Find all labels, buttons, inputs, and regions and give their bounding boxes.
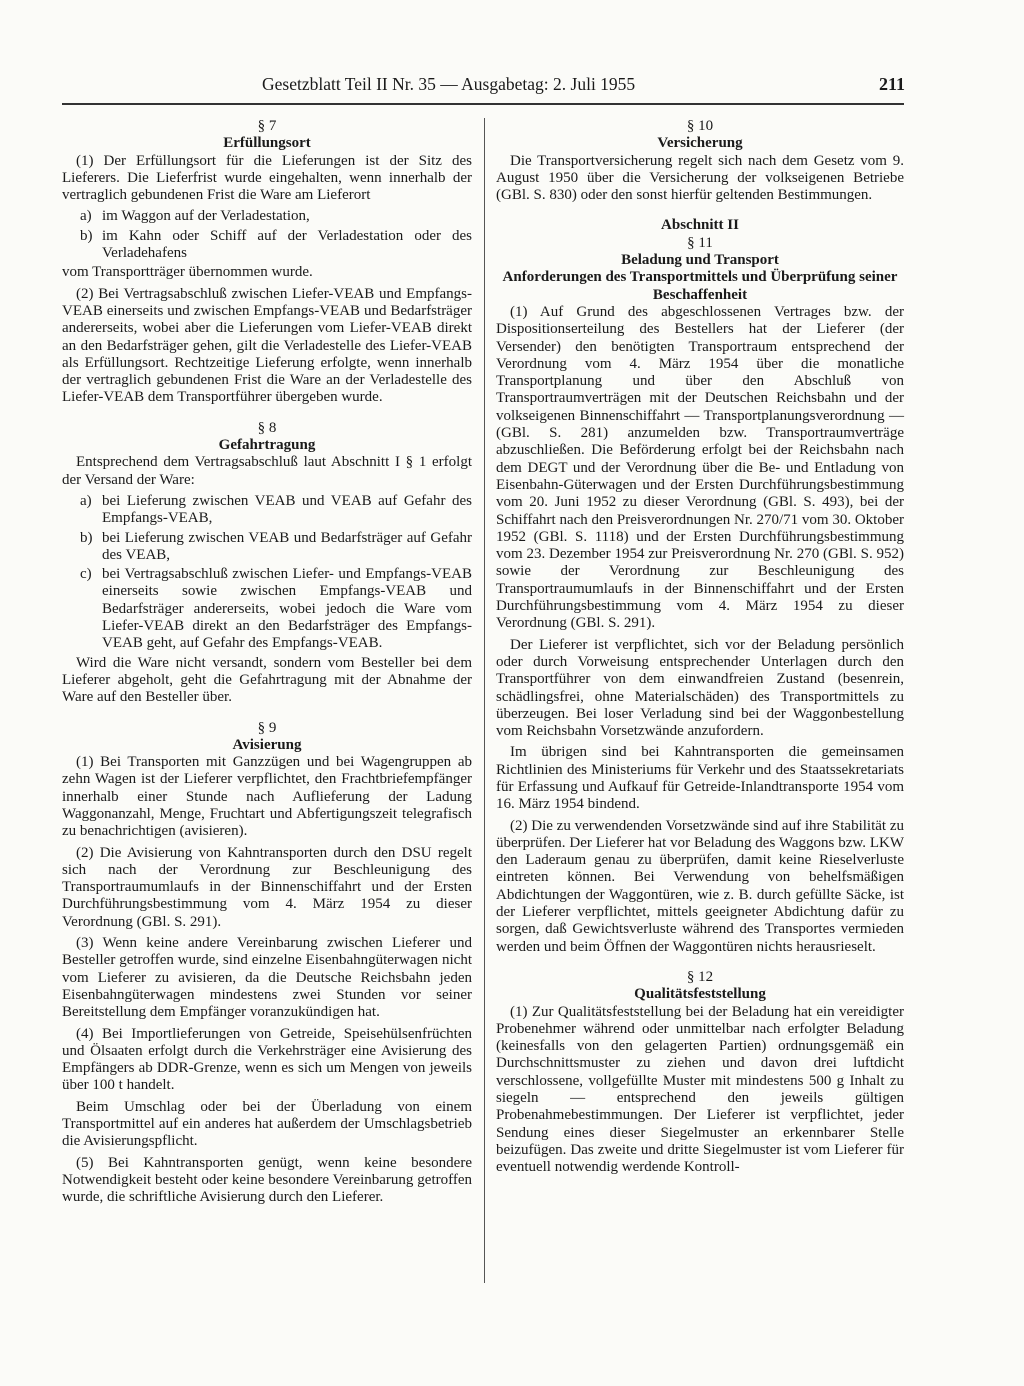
page-header xyxy=(262,74,905,95)
section-number: § 11 xyxy=(687,234,713,251)
paragraph: Entsprechend dem Vertragsabschluß laut Abschnitt I § 1 erfolgt der Versand der Ware: xyxy=(62,454,472,488)
section-title: Avisierung xyxy=(232,736,302,753)
left-column xyxy=(62,118,472,1211)
paragraph: vom Transportträger übernommen wurde. xyxy=(62,264,313,281)
section-title: Gefahrtragung xyxy=(218,437,316,454)
paragraph: (1) Zur Qualitätsfeststellung bei der Beladung hat ein vereidigter Probenehmer während oder unmittelbar nach erfolgter Beladung (keinesfalls von den gelagerten Partien) ordnungsgemäß ein Durchschnittsmuster zu ziehen und davon drei luftdicht verschlossene, vollgefüllte Muster mit mindestens 500 g Inhalt zu siegeln — entsprechend den jeweils gültigen Probenahmebestimmungen. Der Lieferer ist verpflichtet, jeder Sendung eines dieser Siegelmuster an erkennbarer Stelle beizufügen. Das zweite und dritte Siegelmuster ist vom Lieferer für eventuell notwendig werdende Kontroll- xyxy=(496,1003,904,1176)
section-title: Erfüllungsort xyxy=(223,135,311,152)
paragraph: Die Transportversicherung regelt sich nach dem Gesetz vom 9. August 1950 über die Versicherung der volkseigenen Betriebe (GBl. S. 830) oder den sonst hierfür geltenden Bestimmungen. xyxy=(496,152,904,204)
list-label: a) xyxy=(80,492,92,509)
list-item xyxy=(62,208,472,225)
right-column xyxy=(496,118,904,1181)
list-text: bei Vertragsabschluß zwischen Liefer- und Empfangs-VEAB einerseits sowie zwischen Empfangs-VEAB und Bedarfsträger andererseits, wobei jedoch die Ware vom Liefer-VEAB direkt an den Bedarfsträger des Empfangs-VEAB geht, auf Gefahr des Empfangs-VEAB. xyxy=(102,566,472,652)
section-subtitle: Anforderungen des Transportmittels und Überprüfung seiner Beschaffenheit xyxy=(502,269,898,303)
list-text: im Kahn oder Schiff auf der Verladestation oder des Verladehafens xyxy=(102,227,472,262)
paragraph: (2) Die zu verwendenden Vorsetzwände sind auf ihre Stabilität zu überprüfen. Der Lieferer hat vor Beladung des Waggons bzw. LKW den Laderaum genau zu überprüfen, damit keine Rieselverluste eintreten können. Bei Verwendung von behelfsmäßigen Abdichtungen der Waggontüren, wie z. B. durch gefüllte Säcke, ist der Lieferer verpflichtet, mittels geeigneter Abdichtung dafür zu sorgen, daß Gewichtsverluste während des Transportes vermieden werden und beim Öffnen der Waggontüren nichts herausrieselt. xyxy=(496,817,904,955)
section-number: § 8 xyxy=(257,419,277,436)
section-number: § 10 xyxy=(686,118,714,134)
paragraph: (1) Auf Grund des abgeschlossenen Vertrages bzw. der Dispositionserteilung des Bestellers hat der Lieferer (der Versender) den benötigten Transportraum entsprechend der Verordnung vom 4. März 1954 über die monatliche Transportplanung und über den Abschluß von Transportraumverträgen mit der Deutschen Reichsbahn und der volkseigenen Binnenschiffahrt — Transportplanungsverordnung — (GBl. S. 281) anzumelden bzw. Transportraumverträge abzuschließen. Die Beförderung erfolgt bei der Reichsbahn nach dem DEGT und der Verordnung über die Be- und Entladung von Eisenbahn-Güterwagen und der Ersten Durchführungsbestimmung vom 20. Juni 1952 zu dieser Verordnung (GBl. S. 493), bei der Schiffahrt nach den Preisverordnungen Nr. 270/71 vom 30. Oktober 1952 (GBl. S. 1118) und der Ersten Durchführungsbestimmung vom 23. Dezember 1954 zur Preisverordnung Nr. 270 (GBl. S. 952) sowie der Verordnung zur Beschleunigung des Transportraumumlaufs in der Binnenschiffahrt und der Ersten Durchführungsbestimmung vom 4. März 1954 zu dieser Verordnung (GBl. S. 291). xyxy=(496,303,904,632)
section-title: Qualitätsfeststellung xyxy=(634,986,766,1003)
list-label: c) xyxy=(80,566,92,583)
paragraph: Der Lieferer ist verpflichtet, sich vor der Beladung persönlich oder durch Vorweisung entsprechender Unterlagen durch den Transportführer von dem einwandfreien Zustand (besenrein, schädlingsfrei, ohne Materialschäden) des Transportmittels zu überzeugen. Bei loser Verladung sind bei der Waggonbestellung vom Reichsbahn Vorsetzwände anzufordern. xyxy=(496,636,904,740)
paragraph: (1) Der Erfüllungsort für die Lieferungen ist der Sitz des Lieferers. Die Lieferfrist wurde eingehalten, wenn innerhalb der vertraglich gebundenen Frist die Ware am Lieferort xyxy=(62,152,472,204)
list-label: a) xyxy=(80,208,92,225)
paragraph: (2) Die Avisierung von Kahntransporten durch den DSU regelt sich nach der Verordnung zur Beschleunigung des Transportraumumlaufs in der Binnenschiffahrt und der Ersten Durchführungsbestimmung vom 4. März 1954 zu dieser Verordnung (GBl. S. 291). xyxy=(62,844,472,930)
list-item xyxy=(62,228,472,263)
list-item xyxy=(62,493,472,528)
chapter-title: Abschnitt II xyxy=(661,217,739,234)
section-title: Versicherung xyxy=(657,135,743,152)
section-number: § 9 xyxy=(257,719,277,736)
list-text: im Waggon auf der Verladestation, xyxy=(102,208,310,225)
paragraph: (1) Bei Transporten mit Ganzzügen und bei Wagengruppen ab zehn Wagen ist der Lieferer verpflichtet, den Frachtbriefempfänger innerhalb einer Stunde nach Auflieferung der Ladung Waggonanzahl, Menge, Fruchtart und Abfertigungszeit telegrafisch zu benachrichtigen (avisieren). xyxy=(62,754,472,840)
section-title: Beladung und Transport xyxy=(621,252,779,269)
column-divider xyxy=(484,118,485,1283)
paragraph: (3) Wenn keine andere Vereinbarung zwischen Lieferer und Besteller getroffen wurde, sind einzelne Eisenbahngüterwagen nicht vom Lieferer zu avisieren, da die Deutsche Reichsbahn jeden Eisenbahngüterwagen mindestens zwei Stunden vor seiner Bereitstellung dem Empfänger voranzukündigen hat. xyxy=(62,935,472,1021)
header-rule xyxy=(62,103,904,105)
running-title: Gesetzblatt Teil II Nr. 35 — Ausgabetag: 2. Juli 1955 xyxy=(262,74,636,94)
list-text: bei Lieferung zwischen VEAB und VEAB auf Gefahr des Empfangs-VEAB, xyxy=(102,492,472,527)
list-label: b) xyxy=(80,227,93,244)
paragraph: Wird die Ware nicht versandt, sondern vom Besteller bei dem Lieferer abgeholt, geht die Gefahrtragung mit der Abnahme der Ware auf den Besteller über. xyxy=(62,654,472,706)
list-text: bei Lieferung zwischen VEAB und Bedarfsträger auf Gefahr des VEAB, xyxy=(102,529,472,563)
paragraph: (2) Bei Vertragsabschluß zwischen Liefer-VEAB und Empfangs-VEAB einerseits und zwischen Empfangs-VEAB und Bedarfsträger andererseits, wobei aber die Lieferungen vom Liefer-VEAB direkt an den Bedarfsträger gehen, gilt die Verladestelle des Liefer-VEAB als Erfüllungsort. Rechtzeitige Lieferung erfolgte, wenn innerhalb der vertraglich gebundenen Frist die Ware an der Verladestelle des Liefer-VEAB dem Transportführer übergeben wurde. xyxy=(62,285,472,406)
section-number: § 7 xyxy=(257,118,277,134)
section-number: § 12 xyxy=(686,968,714,985)
list-item xyxy=(62,566,472,652)
list-item xyxy=(62,530,472,565)
paragraph: Im übrigen sind bei Kahntransporten die gemeinsamen Richtlinien des Ministeriums für Verkehr und des Staatssekretariats für Erfassung und Aufkauf für Getreide-Inlandtransporte 1954 vom 16. März 1954 bindend. xyxy=(496,744,904,813)
paragraph: (5) Bei Kahntransporten genügt, wenn keine besondere Notwendigkeit besteht oder keine besondere Vereinbarung getroffen wurde, die schriftliche Avisierung durch den Lieferer. xyxy=(62,1154,472,1206)
list-label: b) xyxy=(80,529,93,546)
paragraph: (4) Bei Importlieferungen von Getreide, Speisehülsenfrüchten und Ölsaaten erfolgt durch die Verkehrsträger eine Avisierung des Empfängers ab DDR-Grenze, wenn es sich um Mengen von jeweils über 100 t handelt. xyxy=(62,1025,472,1094)
page-number: 211 xyxy=(878,74,905,94)
paragraph: Beim Umschlag oder bei der Überladung von einem Transportmittel auf ein anderes hat außerdem der Umschlagsbetrieb die Avisierungspflicht. xyxy=(62,1098,472,1150)
